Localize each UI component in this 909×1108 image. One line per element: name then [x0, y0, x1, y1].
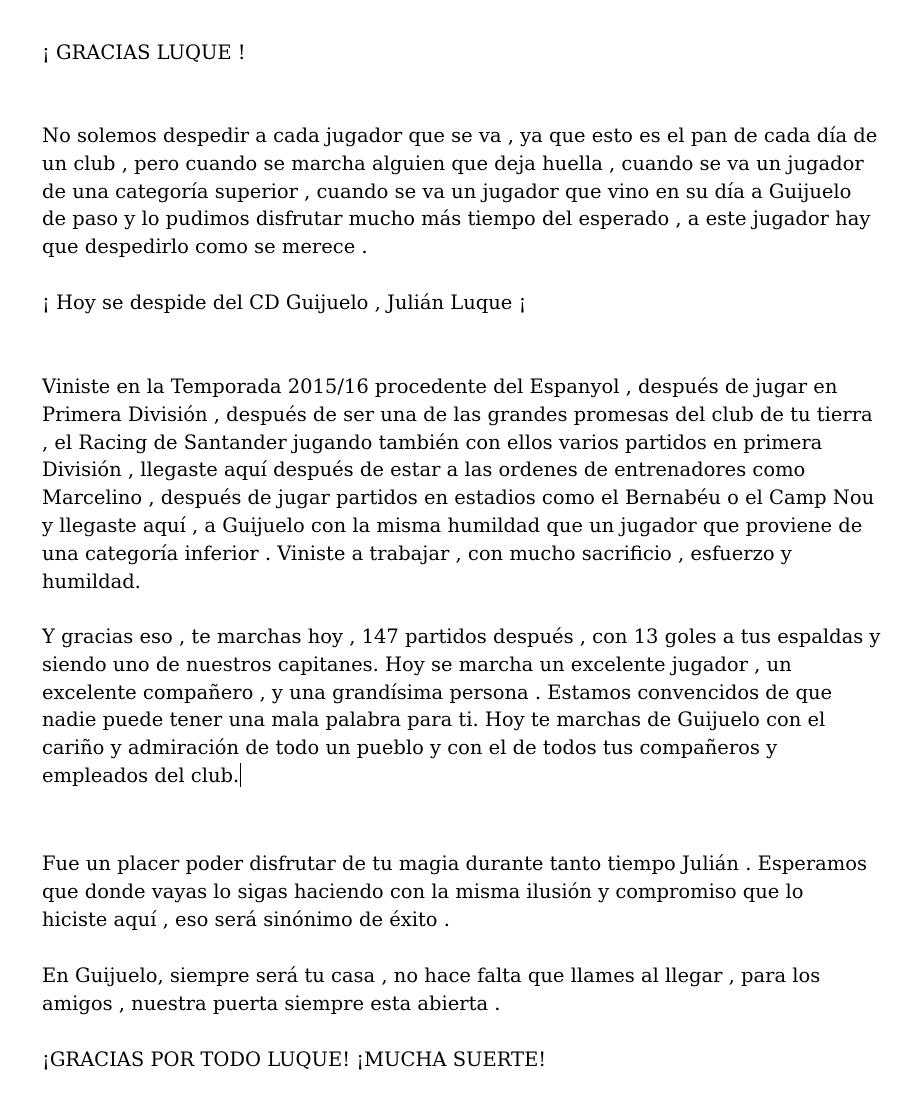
intro-line: un club , pero cuando se marcha alguien que deja huella , cuando se va un jugador: [42, 151, 864, 175]
thanks-line-text: empleados del club.: [42, 763, 240, 787]
announcement-line: ¡ Hoy se despide del CD Guijuelo , Julián Luque ¡: [42, 291, 527, 314]
career-line: humildad.: [42, 569, 141, 593]
home-line: En Guijuelo, siempre será tu casa , no hace falta que llames al llegar , para los: [42, 964, 821, 987]
thanks-line: Y gracias eso , te marchas hoy , 147 partidos después , con 13 goles a tus espaldas y: [42, 625, 881, 648]
intro-paragraph: [42, 122, 902, 261]
career-line: y llegaste aquí , a Guijuelo con la misma humildad que un jugador que proviene de: [42, 513, 863, 537]
closing-line: [42, 1046, 902, 1074]
wishes-line: Fue un placer poder disfrutar de tu magia durante tanto tiempo Julián . Esperamos: [42, 852, 868, 875]
home-paragraph: [42, 962, 902, 1018]
intro-line: de paso y lo pudimos disfrutar mucho más tiempo del esperado , a este jugador hay: [42, 207, 871, 231]
intro-line: No solemos despedir a cada jugador que se va , ya que esto es el pan de cada día de: [42, 124, 878, 147]
career-line: una categoría inferior . Viniste a trabajar , con mucho sacrificio , esfuerzo y: [42, 541, 792, 565]
career-paragraph: [42, 373, 902, 595]
thanks-line: excelente compañero , y una grandísima persona . Estamos convencidos de que: [42, 680, 833, 704]
wishes-line: hiciste aquí , eso será sinónimo de éxito .: [42, 907, 450, 931]
document-heading: [42, 39, 902, 67]
career-line: Marcelino , después de jugar partidos en estadios como el Bernabéu o el Camp Nou: [42, 486, 875, 510]
thanks-line: cariño y admiración de todo un pueblo y con el de todos tus compañeros y: [42, 736, 778, 760]
career-line: Viniste en la Temporada 2015/16 procedente del Espanyol , después de jugar en: [42, 375, 838, 398]
intro-line: de una categoría superior , cuando se va un jugador que vino en su día a Guijuelo: [42, 179, 852, 203]
career-line: Primera División , después de ser una de las grandes promesas del club de tu tierra: [42, 402, 873, 426]
wishes-line: que donde vayas lo sigas haciendo con la misma ilusión y compromiso que lo: [42, 879, 804, 903]
thanks-line: siendo uno de nuestros capitanes. Hoy se marcha un excelente jugador , un: [42, 652, 792, 676]
thanks-line: nadie puede tener una mala palabra para ti. Hoy te marchas de Guijuelo con el: [42, 708, 826, 732]
farewell-announcement: [42, 289, 902, 317]
closing-text: ¡GRACIAS POR TODO LUQUE! ¡MUCHA SUERTE!: [42, 1048, 547, 1071]
career-line: , el Racing de Santander jugando también con ellos varios partidos en primera: [42, 430, 823, 454]
home-line: amigos , nuestra puerta siempre esta abierta .: [42, 991, 501, 1015]
heading-line: ¡ GRACIAS LUQUE !: [42, 41, 246, 64]
career-line: División , llegaste aquí después de estar a las ordenes de entrenadores como: [42, 458, 806, 482]
intro-line: que despedirlo como se merece .: [42, 235, 368, 259]
thanks-paragraph: [42, 623, 902, 790]
thanks-line-last: [42, 762, 902, 790]
text-cursor: [240, 763, 241, 787]
wishes-paragraph: [42, 850, 902, 933]
